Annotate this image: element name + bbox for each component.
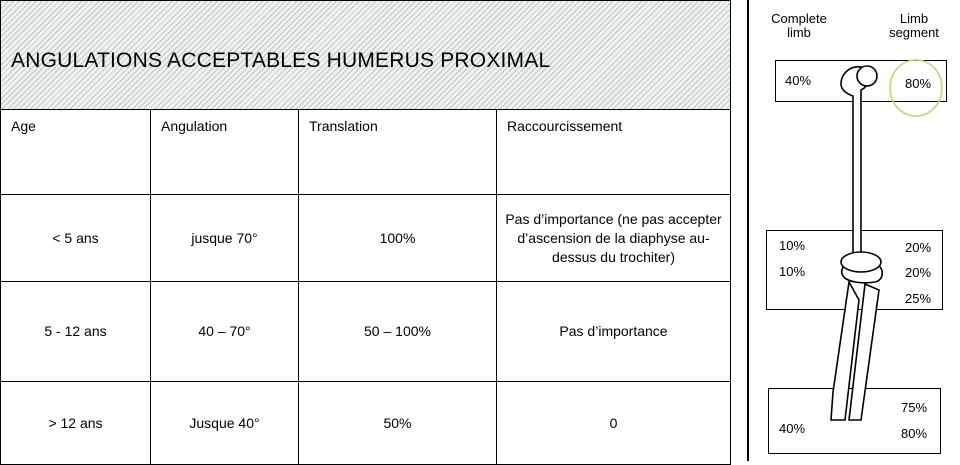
table-cell xyxy=(497,195,731,282)
table-row xyxy=(1,195,731,282)
table-title: ANGULATIONS ACCEPTABLES HUMERUS PROXIMAL xyxy=(11,49,551,72)
header-cell xyxy=(497,110,731,195)
angulation-value: Jusque 40° xyxy=(189,414,260,431)
age-value: < 5 ans xyxy=(52,229,99,246)
table-cell xyxy=(497,382,731,465)
top-left-pct: 40% xyxy=(785,73,812,88)
table-row xyxy=(1,382,731,465)
table-cell xyxy=(151,282,299,382)
bottom-right-pct-1: 75% xyxy=(901,400,928,415)
table-cell xyxy=(299,382,497,465)
mid-left-pct-1: 10% xyxy=(779,238,806,253)
limb-segment-label: Limb segment xyxy=(889,11,939,40)
mid-left-pct-2: 10% xyxy=(779,264,806,279)
header-cell xyxy=(1,110,151,195)
complete-limb-label: Complete limb xyxy=(771,11,827,40)
table-cell xyxy=(151,382,299,465)
mid-right-pct-1: 20% xyxy=(905,240,932,255)
header-translation: Translation xyxy=(309,118,378,134)
shortening-value: Pas d’importance xyxy=(559,323,668,339)
bone-growth-figure xyxy=(747,0,960,461)
top-right-pct: 80% xyxy=(905,76,932,91)
header-cell xyxy=(299,110,497,195)
mid-right-pct-2: 20% xyxy=(905,265,932,280)
bottom-left-pct: 40% xyxy=(779,421,806,436)
table-cell xyxy=(1,195,151,282)
table-cell xyxy=(299,282,497,382)
table-cell xyxy=(497,282,731,382)
table-title-cell xyxy=(1,1,731,110)
table-header-row xyxy=(1,110,731,195)
translation-value: 50% xyxy=(383,414,412,431)
translation-value: 50 – 100% xyxy=(364,323,431,339)
header-cell xyxy=(151,110,299,195)
bottom-right-pct-2: 80% xyxy=(901,426,928,441)
age-value: > 12 ans xyxy=(48,414,103,431)
shortening-value: Pas d’importance (ne pas accepter d’ascension de la diaphyse au-dessus du trochiter) xyxy=(505,210,722,265)
table-row xyxy=(1,282,731,382)
table-cell xyxy=(151,195,299,282)
table-cell xyxy=(1,282,151,382)
header-age: Age xyxy=(11,118,36,134)
translation-value: 100% xyxy=(379,229,416,246)
header-angulation: Angulation xyxy=(161,118,228,134)
angulation-value: 40 – 70° xyxy=(198,323,251,339)
age-value: 5 - 12 ans xyxy=(44,323,107,339)
angulation-value: jusque 70° xyxy=(191,229,258,246)
limb-bones-drawing xyxy=(749,0,960,461)
table-cell xyxy=(1,382,151,465)
header-shortening: Raccourcissement xyxy=(507,118,623,134)
shortening-value: 0 xyxy=(609,414,618,431)
table-cell xyxy=(299,195,497,282)
mid-right-pct-3: 25% xyxy=(905,291,932,306)
